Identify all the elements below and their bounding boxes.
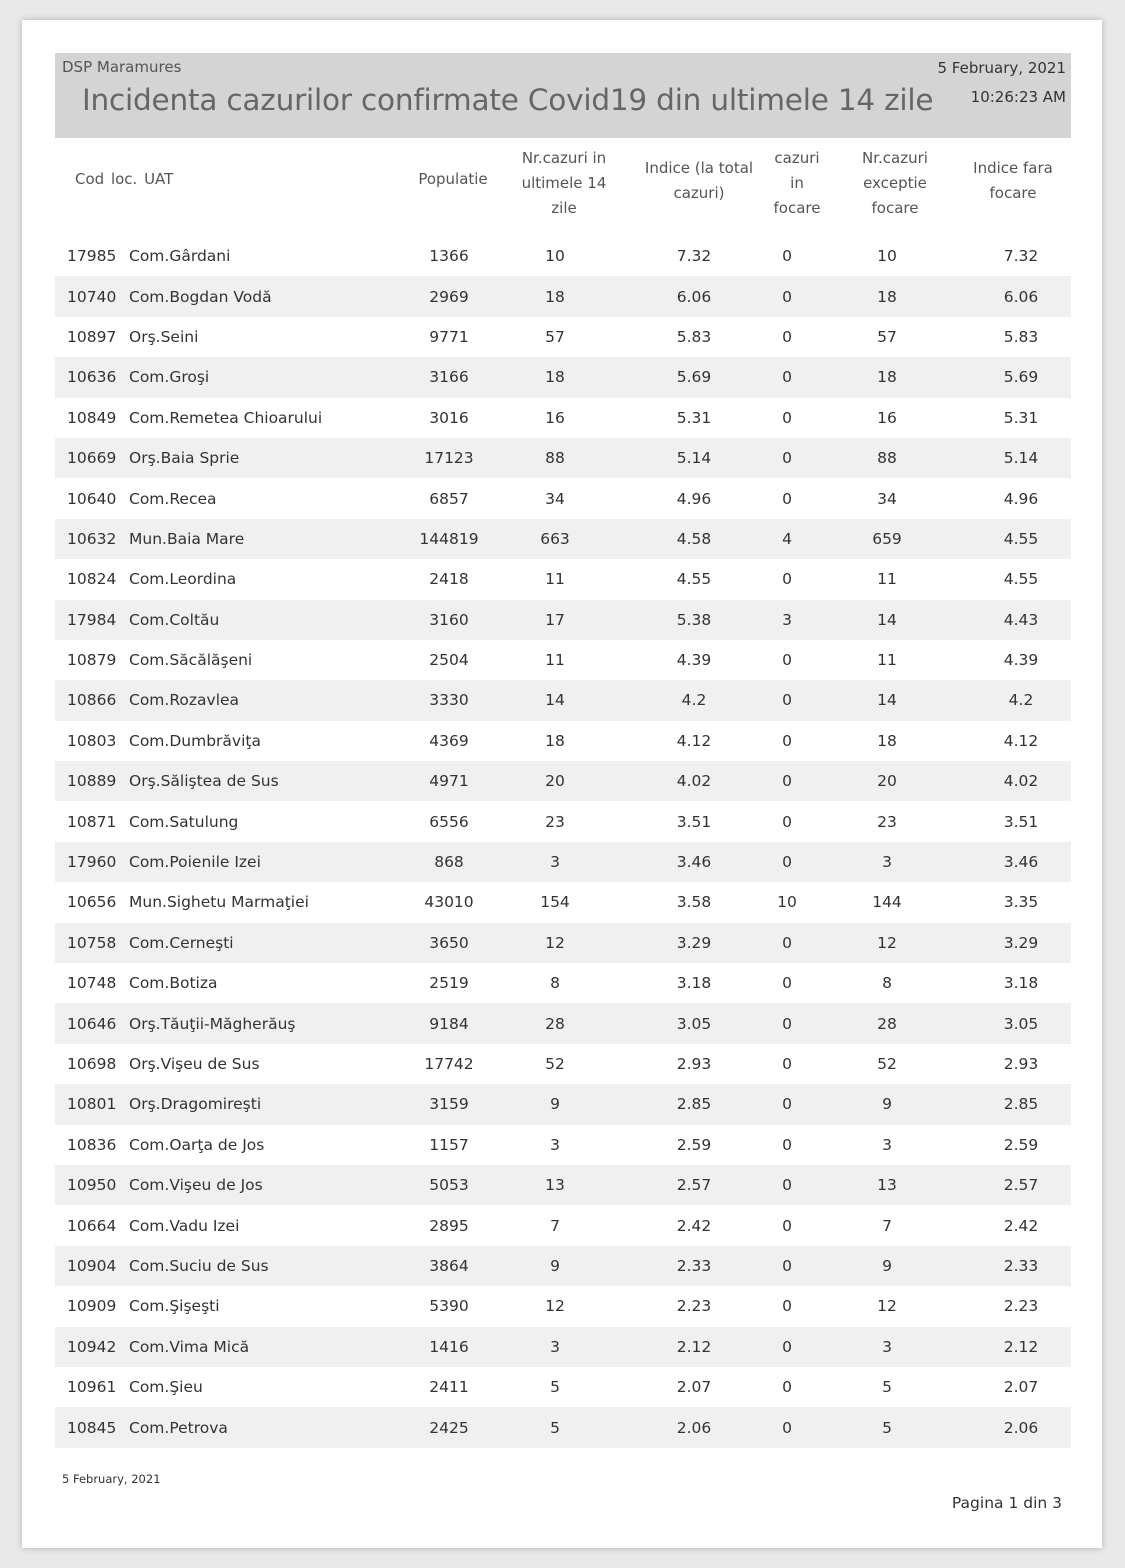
cell-indice: 3.51: [676, 812, 712, 831]
cell-indice-fara-focare: 2.06: [971, 1407, 1071, 1447]
cell-cod-loc: 10758: [55, 923, 129, 963]
report-title: Incidenta cazurilor confirmate Covid19 din ultimele 14 zile: [82, 83, 934, 117]
cell-cazuri-focare: 0: [782, 408, 792, 427]
cell-nr-cazuri: 18: [493, 276, 617, 316]
cell-populatie: 3650: [405, 923, 493, 963]
cell-nr-cazuri: 12: [493, 923, 617, 963]
column-header-indice: Indice (la total cazuri): [644, 159, 754, 202]
table-row: [55, 559, 1071, 599]
cell-uat: Orş.Dragomireşti: [129, 1084, 405, 1124]
cell-nr-cazuri: 14: [493, 680, 617, 720]
cell-cod-loc: 10849: [67, 408, 117, 427]
cell-exceptie-focare: 18: [803, 357, 971, 397]
table-row: [55, 600, 1071, 640]
cell-cazuri-focare: 4: [771, 519, 803, 559]
cell-cazuri-focare: 0: [782, 1135, 792, 1154]
cell-indice-fara-focare: 4.2: [971, 680, 1071, 720]
cell-indice: 3.05: [617, 1003, 771, 1043]
report-time: 10:26:23 AM: [970, 88, 1066, 106]
cell-cazuri-focare: 0: [782, 489, 792, 508]
cell-populatie: 6857: [429, 489, 469, 508]
cell-uat: Com.Săcălăşeni: [129, 651, 253, 670]
cell-exceptie-focare: 11: [877, 651, 897, 670]
cell-cod-loc: 10801: [55, 1084, 129, 1124]
cell-populatie: 4369: [429, 731, 469, 750]
cell-uat: Com.Groşi: [129, 357, 405, 397]
table-row: [55, 1125, 1071, 1165]
cell-nr-cazuri: 17: [493, 600, 617, 640]
cell-uat: Orş.Baia Sprie: [129, 438, 405, 478]
table-row: [55, 1246, 1071, 1286]
cell-cod-loc: 10698: [67, 1055, 117, 1073]
cell-exceptie-focare: 12: [877, 1297, 897, 1316]
cell-indice-fara-focare: 4.39: [1003, 651, 1039, 670]
cell-cod-loc: 10904: [55, 1246, 129, 1286]
table-row: [55, 1003, 1071, 1043]
cell-populatie: 2895: [429, 1216, 469, 1235]
cell-indice: 5.31: [676, 408, 712, 427]
cell-cod-loc: 10961: [67, 1378, 117, 1397]
cell-indice: 2.57: [617, 1165, 771, 1205]
cell-nr-cazuri: 3: [493, 842, 617, 882]
cell-nr-cazuri: 11: [545, 651, 565, 670]
column-header-cod-uat: Cod loc. UAT: [75, 170, 174, 188]
cell-indice: 4.58: [617, 519, 771, 559]
cell-indice: 6.06: [617, 276, 771, 316]
cell-exceptie-focare: 14: [803, 680, 971, 720]
column-header-populatie: Populatie: [418, 170, 488, 188]
cell-cod-loc: 10889: [55, 761, 129, 801]
cell-nr-cazuri: 9: [493, 1246, 617, 1286]
cell-indice-fara-focare: 5.14: [971, 438, 1071, 478]
cell-exceptie-focare: 5: [882, 1378, 892, 1397]
cell-uat: Orş.Tăuţii-Măgherăuş: [129, 1003, 405, 1043]
cell-indice-fara-focare: 3.29: [971, 923, 1071, 963]
cell-indice: 4.02: [617, 761, 771, 801]
cell-indice-fara-focare: 3.35: [1003, 893, 1039, 912]
cell-indice-fara-focare: 2.23: [1003, 1297, 1039, 1316]
cell-uat: Com.Vadu Izei: [129, 1216, 240, 1235]
cell-cod-loc: 10669: [55, 438, 129, 478]
cell-cazuri-focare: 0: [771, 1407, 803, 1447]
cell-indice: 2.23: [676, 1297, 712, 1316]
cell-populatie: 17742: [424, 1055, 474, 1073]
cell-cod-loc: 10803: [67, 731, 117, 750]
report-date: 5 February, 2021: [937, 59, 1066, 77]
cell-nr-cazuri: 5: [493, 1407, 617, 1447]
cell-cod-loc: 10664: [67, 1216, 117, 1235]
cell-exceptie-focare: 11: [877, 570, 897, 589]
cell-indice: 4.12: [676, 731, 712, 750]
cell-exceptie-focare: 144: [872, 893, 902, 912]
cell-indice: 3.29: [617, 923, 771, 963]
cell-populatie: 1416: [405, 1327, 493, 1367]
cell-cazuri-focare: 0: [771, 357, 803, 397]
cell-indice: 2.93: [676, 1055, 712, 1073]
cell-indice-fara-focare: 4.43: [971, 600, 1071, 640]
cell-uat: Com.Rozavlea: [129, 680, 405, 720]
cell-indice: 5.69: [617, 357, 771, 397]
cell-uat: Com.Remetea Chioarului: [129, 408, 323, 427]
cell-cazuri-focare: 0: [782, 731, 792, 750]
cell-nr-cazuri: 10: [545, 247, 565, 266]
cell-cazuri-focare: 0: [771, 680, 803, 720]
cell-indice: 7.32: [676, 247, 712, 266]
cell-cod-loc: 10879: [67, 651, 117, 670]
page-number: Pagina 1 din 3: [951, 1494, 1062, 1512]
cell-exceptie-focare: 8: [882, 974, 892, 993]
cell-indice: 3.46: [617, 842, 771, 882]
table-row: [55, 1205, 1071, 1245]
cell-cazuri-focare: 0: [771, 1003, 803, 1043]
organization-name: DSP Maramures: [62, 58, 182, 76]
cell-indice: 4.96: [676, 489, 712, 508]
cell-uat: Com.Recea: [129, 489, 217, 508]
cell-uat: Com.Vima Mică: [129, 1327, 405, 1367]
cell-indice: 4.2: [617, 680, 771, 720]
cell-cazuri-focare: 0: [782, 1055, 792, 1073]
cell-populatie: 3160: [405, 600, 493, 640]
cell-indice-fara-focare: 2.59: [1003, 1135, 1039, 1154]
cell-cazuri-focare: 0: [782, 812, 792, 831]
cell-cazuri-focare: 0: [782, 651, 792, 670]
cell-populatie: 5390: [429, 1297, 469, 1316]
cell-exceptie-focare: 9: [803, 1246, 971, 1286]
cell-nr-cazuri: 5: [550, 1378, 560, 1397]
cell-indice: 5.14: [617, 438, 771, 478]
cell-populatie: 2969: [405, 276, 493, 316]
cell-uat: Com.Dumbrăviţa: [129, 731, 261, 750]
cell-exceptie-focare: 28: [803, 1003, 971, 1043]
cell-uat: Mun.Sighetu Marmaţiei: [129, 893, 309, 912]
cell-nr-cazuri: 57: [545, 327, 565, 346]
cell-indice: 5.38: [617, 600, 771, 640]
cell-nr-cazuri: 12: [545, 1297, 565, 1316]
cell-indice-fara-focare: 4.55: [971, 519, 1071, 559]
cell-populatie: 9184: [405, 1003, 493, 1043]
cell-cazuri-focare: 0: [782, 1297, 792, 1316]
cell-uat: Com.Şieu: [129, 1378, 203, 1397]
cell-cod-loc: 10632: [55, 519, 129, 559]
table-row: [55, 276, 1071, 316]
cell-uat: Com.Poienile Izei: [129, 842, 405, 882]
cell-exceptie-focare: 23: [877, 812, 897, 831]
cell-uat: Com.Coltău: [129, 600, 405, 640]
cell-cazuri-focare: 0: [771, 1246, 803, 1286]
cell-indice-fara-focare: 4.96: [1003, 489, 1039, 508]
cell-exceptie-focare: 3: [882, 1135, 892, 1154]
cell-indice: 2.07: [676, 1378, 712, 1397]
table-row: [55, 1407, 1071, 1447]
cell-nr-cazuri: 88: [493, 438, 617, 478]
cell-nr-cazuri: 16: [545, 408, 565, 427]
cell-cazuri-focare: 0: [771, 276, 803, 316]
cell-indice-fara-focare: 2.93: [1003, 1055, 1039, 1073]
cell-cazuri-focare: 0: [771, 1165, 803, 1205]
cell-exceptie-focare: 7: [882, 1216, 892, 1235]
cell-indice: 2.06: [617, 1407, 771, 1447]
cell-populatie: 3166: [405, 357, 493, 397]
cell-uat: Com.Satulung: [129, 812, 239, 831]
cell-uat: Com.Bogdan Vodă: [129, 276, 405, 316]
cell-indice-fara-focare: 4.55: [1003, 570, 1039, 589]
cell-cazuri-focare: 0: [771, 923, 803, 963]
cell-indice-fara-focare: 4.12: [1003, 731, 1039, 750]
cell-populatie: 144819: [405, 519, 493, 559]
cell-exceptie-focare: 52: [877, 1055, 897, 1073]
table-row: [55, 1165, 1071, 1205]
cell-indice-fara-focare: 4.02: [971, 761, 1071, 801]
cell-indice: 2.85: [617, 1084, 771, 1124]
cell-cod-loc: 10909: [67, 1297, 117, 1316]
cell-cod-loc: 10748: [67, 974, 117, 993]
cell-exceptie-focare: 18: [803, 276, 971, 316]
cell-nr-cazuri: 9: [493, 1084, 617, 1124]
table-row: [55, 761, 1071, 801]
table-row: [55, 842, 1071, 882]
cell-uat: Orş.Vişeu de Sus: [129, 1055, 260, 1073]
cell-exceptie-focare: 20: [803, 761, 971, 801]
table-row: [55, 680, 1071, 720]
cell-cod-loc: 10845: [55, 1407, 129, 1447]
report-page: [22, 20, 1102, 1548]
table-row: [55, 882, 1071, 922]
cell-indice-fara-focare: 5.69: [971, 357, 1071, 397]
cell-exceptie-focare: 5: [803, 1407, 971, 1447]
cell-indice-fara-focare: 2.33: [971, 1246, 1071, 1286]
cell-indice-fara-focare: 2.57: [971, 1165, 1071, 1205]
cell-uat: Com.Oarţa de Jos: [129, 1135, 265, 1154]
cell-nr-cazuri: 23: [545, 812, 565, 831]
cell-populatie: 2418: [429, 570, 469, 589]
cell-cazuri-focare: 0: [782, 570, 792, 589]
cell-exceptie-focare: 34: [877, 489, 897, 508]
cell-populatie: 3016: [429, 408, 469, 427]
table-row: [55, 236, 1071, 276]
table-row: [55, 1286, 1071, 1326]
cell-exceptie-focare: 57: [877, 327, 897, 346]
cell-cazuri-focare: 0: [782, 1216, 792, 1235]
cell-exceptie-focare: 88: [803, 438, 971, 478]
cell-nr-cazuri: 28: [493, 1003, 617, 1043]
cell-cazuri-focare: 10: [777, 893, 797, 912]
table-row: [55, 801, 1071, 841]
cell-nr-cazuri: 18: [545, 731, 565, 750]
cell-indice-fara-focare: 7.32: [1003, 247, 1039, 266]
cell-uat: Com.Vişeu de Jos: [129, 1165, 405, 1205]
table-row: [55, 317, 1071, 357]
cell-nr-cazuri: 18: [493, 357, 617, 397]
incidence-table: [55, 236, 1071, 1448]
table-header: [55, 146, 1071, 226]
cell-uat: Mun.Baia Mare: [129, 519, 405, 559]
cell-populatie: 868: [405, 842, 493, 882]
table-row: [55, 963, 1071, 1003]
cell-exceptie-focare: 14: [803, 600, 971, 640]
table-row: [55, 923, 1071, 963]
table-row: [55, 357, 1071, 397]
cell-cod-loc: 10646: [55, 1003, 129, 1043]
cell-cazuri-focare: 0: [771, 1327, 803, 1367]
cell-indice: 3.18: [676, 974, 712, 993]
cell-nr-cazuri: 154: [540, 893, 570, 912]
cell-uat: Com.Leordina: [129, 570, 237, 589]
cell-populatie: 2425: [405, 1407, 493, 1447]
cell-indice: 5.83: [676, 327, 712, 346]
cell-exceptie-focare: 13: [803, 1165, 971, 1205]
table-row: [55, 1084, 1071, 1124]
cell-cod-loc: 10640: [67, 489, 117, 508]
table-row: [55, 398, 1071, 438]
cell-indice: 2.42: [676, 1216, 712, 1235]
cell-nr-cazuri: 20: [493, 761, 617, 801]
cell-uat: Com.Petrova: [129, 1407, 405, 1447]
cell-nr-cazuri: 11: [545, 570, 565, 589]
cell-indice-fara-focare: 2.85: [971, 1084, 1071, 1124]
cell-nr-cazuri: 7: [550, 1216, 560, 1235]
cell-indice-fara-focare: 2.07: [1003, 1378, 1039, 1397]
column-header-exceptie-focare: Nr.cazuri exceptie focare: [862, 149, 928, 217]
column-header-nr-cazuri: Nr.cazuri in ultimele 14 zile: [521, 149, 607, 217]
cell-populatie: 4971: [405, 761, 493, 801]
cell-nr-cazuri: 8: [550, 974, 560, 993]
cell-populatie: 9771: [429, 327, 469, 346]
cell-indice: 4.39: [676, 651, 712, 670]
cell-cazuri-focare: 0: [771, 438, 803, 478]
table-row: [55, 478, 1071, 518]
cell-indice-fara-focare: 3.51: [1003, 812, 1039, 831]
cell-nr-cazuri: 13: [493, 1165, 617, 1205]
cell-indice: 3.58: [676, 893, 712, 912]
cell-exceptie-focare: 10: [877, 247, 897, 266]
cell-uat: Orş.Seini: [129, 327, 199, 346]
cell-populatie: 5053: [405, 1165, 493, 1205]
cell-indice-fara-focare: 3.05: [971, 1003, 1071, 1043]
cell-cod-loc: 10636: [55, 357, 129, 397]
table-row: [55, 640, 1071, 680]
cell-cazuri-focare: 0: [771, 1084, 803, 1124]
cell-cazuri-focare: 0: [771, 842, 803, 882]
cell-cazuri-focare: 0: [782, 1378, 792, 1397]
cell-populatie: 6556: [429, 812, 469, 831]
cell-indice-fara-focare: 6.06: [971, 276, 1071, 316]
cell-cod-loc: 10950: [55, 1165, 129, 1205]
cell-cazuri-focare: 0: [782, 327, 792, 346]
cell-cod-loc: 10824: [67, 570, 117, 589]
cell-uat: Com.Suciu de Sus: [129, 1246, 405, 1286]
cell-indice-fara-focare: 3.46: [971, 842, 1071, 882]
cell-cod-loc: 10740: [55, 276, 129, 316]
cell-populatie: 1157: [429, 1135, 469, 1154]
cell-uat: Com.Botiza: [129, 974, 218, 993]
cell-cod-loc: 10942: [55, 1327, 129, 1367]
table-row: [55, 1327, 1071, 1367]
cell-indice: 4.55: [676, 570, 712, 589]
cell-indice-fara-focare: 2.42: [1003, 1216, 1039, 1235]
cell-populatie: 2519: [429, 974, 469, 993]
table-row: [55, 721, 1071, 761]
cell-cod-loc: 17985: [67, 247, 117, 266]
cell-populatie: 3330: [405, 680, 493, 720]
cell-indice: 2.12: [617, 1327, 771, 1367]
cell-populatie: 2504: [429, 651, 469, 670]
cell-cod-loc: 10836: [67, 1135, 117, 1154]
cell-populatie: 1366: [429, 247, 469, 266]
cell-cod-loc: 10866: [55, 680, 129, 720]
cell-cod-loc: 17960: [55, 842, 129, 882]
cell-exceptie-focare: 16: [877, 408, 897, 427]
cell-populatie: 3159: [405, 1084, 493, 1124]
cell-nr-cazuri: 663: [493, 519, 617, 559]
cell-cazuri-focare: 0: [782, 247, 792, 266]
table-row: [55, 1367, 1071, 1407]
cell-cod-loc: 10656: [67, 893, 117, 912]
cell-uat: Com.Gârdani: [129, 247, 231, 266]
cell-nr-cazuri: 52: [545, 1055, 565, 1073]
cell-cod-loc: 10897: [67, 327, 117, 346]
cell-indice-fara-focare: 5.31: [1003, 408, 1039, 427]
cell-nr-cazuri: 3: [493, 1327, 617, 1367]
cell-uat: Com.Cerneşti: [129, 923, 405, 963]
cell-populatie: 17123: [405, 438, 493, 478]
table-row: [55, 438, 1071, 478]
column-header-cazuri-focare: cazuri in focare: [773, 149, 821, 217]
cell-indice: 2.59: [676, 1135, 712, 1154]
cell-uat: Com.Şişeşti: [129, 1297, 220, 1316]
report-header-banner: [55, 53, 1071, 138]
cell-cazuri-focare: 0: [782, 974, 792, 993]
cell-populatie: 43010: [424, 893, 474, 912]
column-header-indice-fara-focare: Indice fara focare: [973, 159, 1053, 202]
cell-exceptie-focare: 18: [877, 731, 897, 750]
cell-cazuri-focare: 3: [771, 600, 803, 640]
cell-exceptie-focare: 12: [803, 923, 971, 963]
cell-populatie: 3864: [405, 1246, 493, 1286]
cell-uat: Orş.Săliştea de Sus: [129, 761, 405, 801]
cell-indice-fara-focare: 3.18: [1003, 974, 1039, 993]
table-row: [55, 1044, 1071, 1084]
cell-indice: 2.33: [617, 1246, 771, 1286]
cell-cod-loc: 17984: [55, 600, 129, 640]
cell-cod-loc: 10871: [67, 812, 117, 831]
table-row: [55, 519, 1071, 559]
cell-indice-fara-focare: 2.12: [971, 1327, 1071, 1367]
cell-exceptie-focare: 3: [803, 1327, 971, 1367]
cell-nr-cazuri: 3: [550, 1135, 560, 1154]
cell-populatie: 2411: [429, 1378, 469, 1397]
cell-nr-cazuri: 34: [545, 489, 565, 508]
footer-date: 5 February, 2021: [62, 1472, 161, 1486]
cell-exceptie-focare: 659: [803, 519, 971, 559]
cell-exceptie-focare: 9: [803, 1084, 971, 1124]
cell-indice-fara-focare: 5.83: [1003, 327, 1039, 346]
cell-exceptie-focare: 3: [803, 842, 971, 882]
cell-cazuri-focare: 0: [771, 761, 803, 801]
